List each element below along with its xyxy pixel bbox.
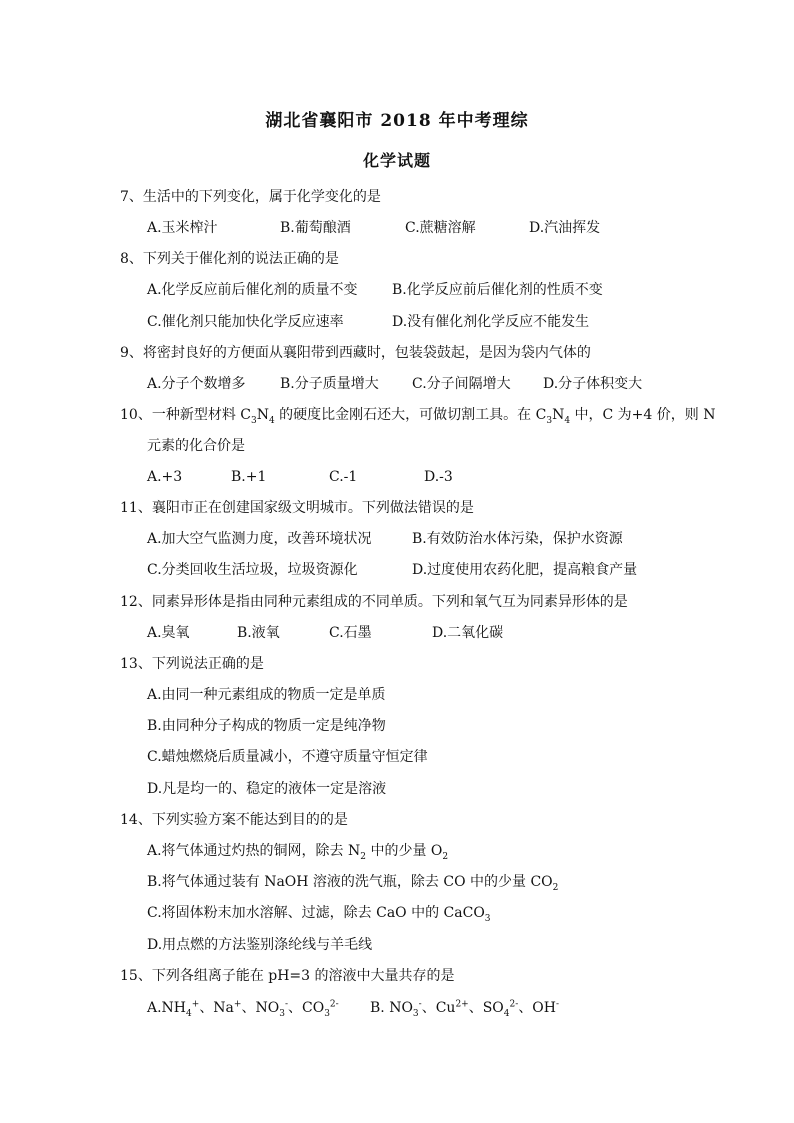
q14-option-b: B.将气体通过装有 NaOH 溶液的洗气瓶，除去 CO 中的少量 $CO_2$	[147, 874, 559, 893]
q13-option-d: D.凡是均一的、稳定的液体一定是溶液	[147, 781, 387, 797]
q10-option-c: C.-1	[329, 469, 358, 485]
q12-option-a: A.臭氧	[147, 625, 190, 641]
q7-option-b: B.葡萄酿酒	[280, 220, 351, 236]
q9-option-c: C.分子间隔增大	[412, 376, 511, 392]
question-12-stem: 12、同素异形体是指由同种元素组成的不同单质。下列和氧气互为同素异形体的是	[120, 594, 628, 610]
q14-option-c: C.将固体粉末加水溶解、过滤，除去 CaO 中的 CaCO$_3$	[147, 905, 491, 924]
question-14-stem: 14、下列实验方案不能达到目的的是	[120, 812, 348, 828]
q7-option-a: A.玉米榨汁	[147, 220, 218, 236]
q14-option-a: A.将气体通过灼热的铜网，除去 $N_2$ 中的少量 $O_2$	[147, 843, 449, 862]
q15-option-a: $A.NH_4^+$、Na+、$NO_3^-$、$CO_3^{2-}$	[147, 999, 339, 1019]
q9-option-b: B.分子质量增大	[280, 376, 379, 392]
q10-option-b: B.+1	[231, 469, 267, 485]
q11-option-b: B.有效防治水体污染，保护水资源	[412, 531, 623, 547]
q8-option-a: A.化学反应前后催化剂的质量不变	[147, 282, 358, 298]
q13-option-a: A.由同一种元素组成的物质一定是单质	[147, 687, 386, 703]
q8-option-c: C.催化剂只能加快化学反应速率	[147, 314, 344, 330]
question-8-stem: 8、下列关于催化剂的说法正确的是	[120, 251, 339, 267]
q7-option-c: C.蔗糖溶解	[405, 220, 476, 236]
question-13-stem: 13、下列说法正确的是	[120, 656, 264, 672]
q9-option-d: D.分子体积变大	[543, 376, 643, 392]
q15-option-b: B. $NO_3^-$、$Cu^{2+}$、$SO_4^{2-}$、OH-	[370, 999, 560, 1019]
q11-option-a: A.加大空气监测力度，改善环境状况	[147, 531, 372, 547]
q11-option-c: C.分类回收生活垃圾，垃圾资源化	[147, 562, 358, 578]
q8-option-d: D.没有催化剂化学反应不能发生	[392, 314, 590, 330]
q10-option-d: D.-3	[424, 469, 453, 485]
page-title: 湖北省襄阳市 2018 年中考理综	[265, 111, 529, 131]
question-10-stem-line2: 元素的化合价是	[147, 438, 245, 454]
q10-option-a: A.+3	[147, 469, 183, 485]
q13-option-b: B.由同种分子构成的物质一定是纯净物	[147, 718, 386, 734]
q12-option-b: B.液氧	[237, 625, 280, 641]
q14-option-d: D.用点燃的方法鉴别涤纶线与羊毛线	[147, 937, 373, 953]
question-10-stem: 10、一种新型材料 $C_3N_4$ 的硬度比金刚石还大，可做切割工具。在 $C_3N_4$ 中，C 为+4 价，则 N	[120, 407, 716, 426]
q9-option-a: A.分子个数增多	[147, 376, 246, 392]
q8-option-b: B.化学反应前后催化剂的性质不变	[392, 282, 603, 298]
q12-option-c: C.石墨	[329, 625, 372, 641]
q11-option-d: D.过度使用农药化肥，提高粮食产量	[412, 562, 638, 578]
question-7-stem: 7、生活中的下列变化，属于化学变化的是	[120, 189, 381, 205]
q13-option-c: C.蜡烛燃烧后质量减小，不遵守质量守恒定律	[147, 749, 428, 765]
question-9-stem: 9、将密封良好的方便面从襄阳带到西藏时，包装袋鼓起，是因为袋内气体的	[120, 345, 591, 361]
q12-option-d: D.二氧化碳	[432, 625, 504, 641]
question-15-stem: 15、下列各组离子能在 pH=3 的溶液中大量共存的是	[120, 968, 455, 984]
question-11-stem: 11、襄阳市正在创建国家级文明城市。下列做法错误的是	[120, 500, 474, 516]
page-subtitle: 化学试题	[362, 151, 431, 170]
q7-option-d: D.汽油挥发	[529, 220, 601, 236]
